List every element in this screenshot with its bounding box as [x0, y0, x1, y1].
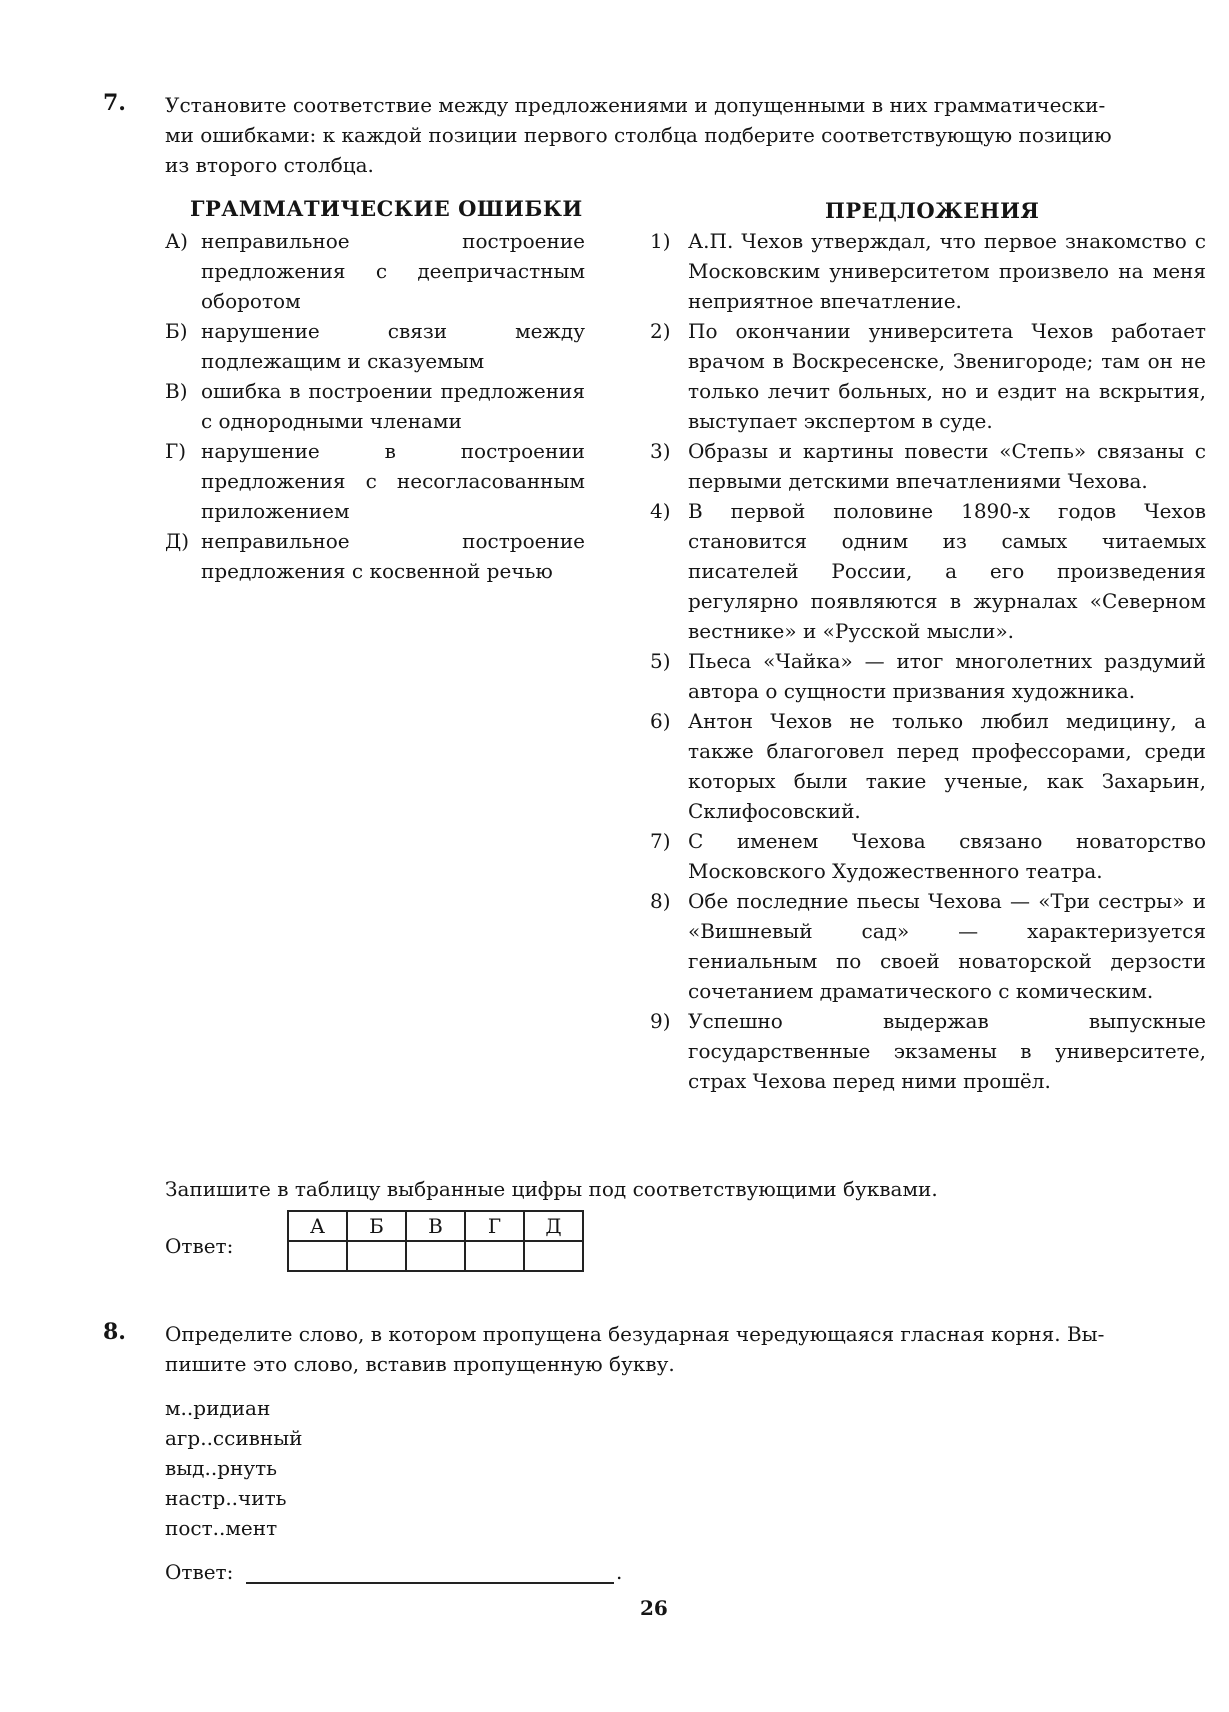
sentence-item: [650, 316, 1206, 436]
errors-heading: ГРАММАТИЧЕСКИЕ ОШИБКИ: [190, 196, 583, 221]
answer-table-header-row: [288, 1211, 583, 1241]
answer-table-header: А: [288, 1211, 347, 1241]
task-7-instruction-line: ми ошибками: к каждой позиции первого столбца подберите соответствующую позицию: [165, 123, 1112, 147]
answer-table-header: Б: [347, 1211, 406, 1241]
word-option: агр..ссивный: [165, 1426, 303, 1450]
task-8-instruction: [165, 1319, 1210, 1379]
sentence-item: [650, 436, 1206, 496]
answer-table-header: Д: [524, 1211, 583, 1241]
error-letter: А): [165, 229, 188, 253]
word-options: [165, 1393, 303, 1543]
answer-cell[interactable]: [347, 1241, 406, 1271]
sentence-text: А.П. Чехов утверждал, что первое знакомство с Московским университетом произвело на меня неприятное впечатление.: [688, 229, 1206, 313]
task-8-answer-field[interactable]: [246, 1582, 614, 1584]
task-7-number: 7.: [103, 90, 126, 116]
error-item: [165, 226, 585, 316]
sentence-number: 6): [650, 709, 671, 733]
task-8-instruction-line: Определите слово, в котором пропущена безударная чередующаяся гласная корня. Вы-: [165, 1322, 1105, 1346]
sentence-text: Обе последние пьесы Чехова — «Три сестры» и «Вишневый сад» — характеризуется гениальным по своей новаторской дерзости сочетанием драматического с комическим.: [688, 889, 1206, 1003]
sentence-number: 7): [650, 829, 671, 853]
answer-table-header: Г: [465, 1211, 524, 1241]
errors-list: [165, 226, 585, 586]
error-item: [165, 376, 585, 436]
sentences-list: [650, 226, 1206, 1096]
error-text: нарушение связи между подлежащим и сказуемым: [201, 319, 585, 373]
sentence-item: [650, 826, 1206, 886]
sentence-item: [650, 646, 1206, 706]
error-item: [165, 526, 585, 586]
sentence-text: Антон Чехов не только любил медицину, а также благоговел перед профессорами, среди которых были такие ученые, как Захарьин, Склифосовский.: [688, 709, 1206, 823]
sentence-text: Пьеса «Чайка» — итог многолетних раздумий автора о сущности призвания художника.: [688, 649, 1206, 703]
sentence-text: Успешно выдержав выпускные государственные экзамены в университете, страх Чехова перед ними прошёл.: [688, 1009, 1206, 1093]
sentence-item: [650, 706, 1206, 826]
error-text: неправильное построение предложения с косвенной речью: [201, 529, 585, 583]
sentence-number: 2): [650, 319, 671, 343]
error-letter: В): [165, 379, 188, 403]
sentence-number: 1): [650, 229, 671, 253]
error-text: неправильное построение предложения с деепричастным оборотом: [201, 229, 585, 313]
sentence-number: 5): [650, 649, 671, 673]
answer-table-header: В: [406, 1211, 465, 1241]
task-7-instruction: [165, 90, 1210, 180]
sentence-text: С именем Чехова связано новаторство Московского Художественного театра.: [688, 829, 1206, 883]
sentence-text: В первой половине 1890-х годов Чехов становится одним из самых читаемых писателей России, а его произведения регулярно появляются в журналах «Северном вестнике» и «Русской мысли».: [688, 499, 1206, 643]
sentence-item: [650, 1006, 1206, 1096]
answer-table-input-row: [288, 1241, 583, 1271]
error-letter: Г): [165, 439, 187, 463]
task-8-answer-label: Ответ:: [165, 1560, 234, 1584]
error-letter: Б): [165, 319, 188, 343]
sentence-text: По окончании университета Чехов работает врачом в Воскресенске, Звенигороде; там он не только лечит больных, но и ездит на вскрытия, выступает экспертом в суде.: [688, 319, 1206, 433]
error-text: ошибка в построении предложения с однородными членами: [201, 379, 585, 433]
answer-cell[interactable]: [406, 1241, 465, 1271]
sentence-number: 3): [650, 439, 671, 463]
word-option: выд..рнуть: [165, 1456, 278, 1480]
error-item: [165, 316, 585, 376]
sentence-text: Образы и картины повести «Степь» связаны с первыми детскими впечатлениями Чехова.: [688, 439, 1206, 493]
sentence-number: 9): [650, 1009, 671, 1033]
task-7-answer-label: Ответ:: [165, 1234, 234, 1258]
word-option: м..ридиан: [165, 1396, 271, 1420]
word-option: настр..чить: [165, 1486, 287, 1510]
error-item: [165, 436, 585, 526]
word-option: пост..мент: [165, 1516, 278, 1540]
sentence-item: [650, 496, 1206, 646]
answer-cell[interactable]: [524, 1241, 583, 1271]
task-7-instruction-line: Установите соответствие между предложениями и допущенными в них грамматически-: [165, 93, 1106, 117]
error-letter: Д): [165, 529, 190, 553]
answer-period: .: [616, 1560, 623, 1584]
task-7-instruction-line: из второго столбца.: [165, 153, 374, 177]
sentence-item: [650, 226, 1206, 316]
table-instruction: Запишите в таблицу выбранные цифры под соответствующими буквами.: [165, 1177, 938, 1201]
sentence-number: 4): [650, 499, 671, 523]
answer-cell[interactable]: [288, 1241, 347, 1271]
answer-cell[interactable]: [465, 1241, 524, 1271]
task-8-number: 8.: [103, 1319, 126, 1345]
sentence-number: 8): [650, 889, 671, 913]
sentences-heading: ПРЕДЛОЖЕНИЯ: [825, 198, 1040, 223]
sentence-item: [650, 886, 1206, 1006]
answer-table: [287, 1210, 584, 1272]
task-8-instruction-line: пишите это слово, вставив пропущенную букву.: [165, 1352, 675, 1376]
error-text: нарушение в построении предложения с несогласованным приложением: [201, 439, 585, 523]
page-number: 26: [640, 1596, 668, 1620]
